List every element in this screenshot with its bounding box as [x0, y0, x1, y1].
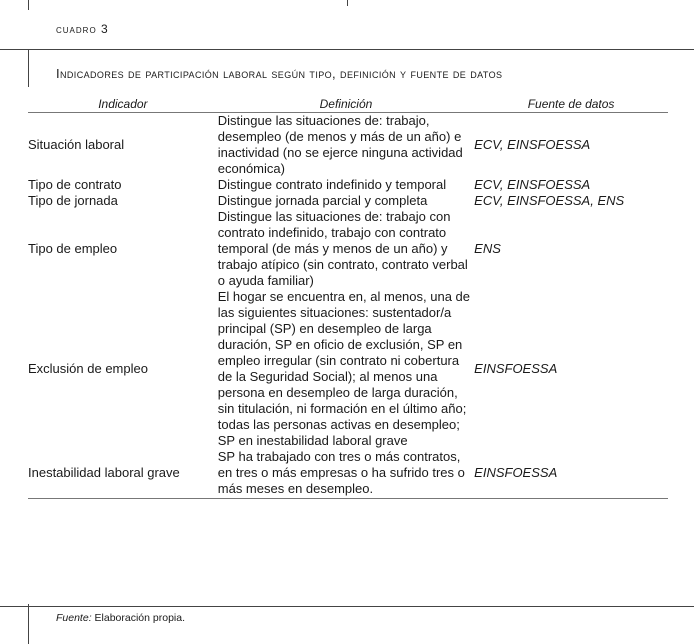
source-cell: ENS	[474, 241, 501, 256]
footer-frame-line	[28, 604, 29, 644]
indicator-cell: Tipo de jornada	[28, 193, 118, 208]
table-row	[28, 177, 668, 193]
column-header-definition: Definición	[218, 96, 474, 113]
source-cell: ECV, EINSFOESSA	[474, 137, 591, 152]
indicator-cell: Inestabilidad laboral grave	[28, 449, 218, 499]
indicators-table	[28, 96, 668, 499]
source-cell: ECV, EINSFOESSA, ENS	[474, 193, 625, 208]
definition-cell: Distingue las situaciones de: trabajo, desempleo (de menos y más de un año) e inactividad (no se ejerce ninguna actividad económica)	[217, 113, 463, 176]
source-cell: EINSFOESSA	[474, 361, 558, 376]
source-note-text: Elaboración propia.	[94, 612, 186, 624]
table-row	[28, 209, 668, 289]
footer-separator-line	[0, 606, 694, 607]
title-separator-line	[0, 49, 694, 50]
table-row	[28, 113, 668, 178]
table-label: cuadro 3	[56, 22, 109, 36]
table-row	[28, 289, 668, 449]
table-title	[56, 66, 502, 81]
source-note	[56, 612, 185, 624]
indicator-cell: Tipo de empleo	[28, 241, 118, 256]
column-header-source: Fuente de datos	[474, 96, 668, 113]
header-row	[28, 96, 668, 113]
table-title-text: Indicadores de participación laboral según tipo, definición y fuente de datos	[56, 66, 503, 81]
top-frame-line-left	[28, 0, 29, 10]
column-header-indicator: Indicador	[28, 96, 218, 113]
source-note-label: Fuente:	[56, 612, 92, 624]
source-cell: EINSFOESSA	[474, 449, 668, 499]
definition-cell: El hogar se encuentra en, al menos, una de las siguientes situaciones: sustentador/a principal (SP) en desempleo de larga duración, SP en oficio de exclusión, SP en empleo irregular (sin contrato ni cobertura de la Seguridad Social); al menos una persona en desempleo de larga duración, sin titulación, ni formación en el último año; todas las personas activas en desempleo; SP en inestabilidad laboral grave	[217, 289, 470, 448]
title-frame-line	[28, 49, 29, 87]
table-row	[28, 193, 668, 209]
indicator-cell: Tipo de contrato	[28, 177, 122, 192]
definition-cell: Distingue jornada parcial y completa	[217, 193, 428, 208]
indicator-cell: Exclusión de empleo	[28, 361, 148, 376]
table-row	[28, 449, 668, 499]
source-cell: ECV, EINSFOESSA	[474, 177, 591, 192]
top-frame-line-right	[347, 0, 348, 6]
indicator-cell: Situación laboral	[28, 137, 125, 152]
definition-cell: Distingue las situaciones de: trabajo con contrato indefinido, trabajo con contrato temporal (de más y menos de un año) y trabajo atípico (sin contrato, contrato verbal o ayuda familiar)	[217, 209, 468, 288]
definition-cell: Distingue contrato indefinido y temporal	[217, 177, 447, 192]
definition-cell: SP ha trabajado con tres o más contratos, en tres o más empresas o ha sufrido tres o más meses en desempleo.	[218, 449, 474, 499]
